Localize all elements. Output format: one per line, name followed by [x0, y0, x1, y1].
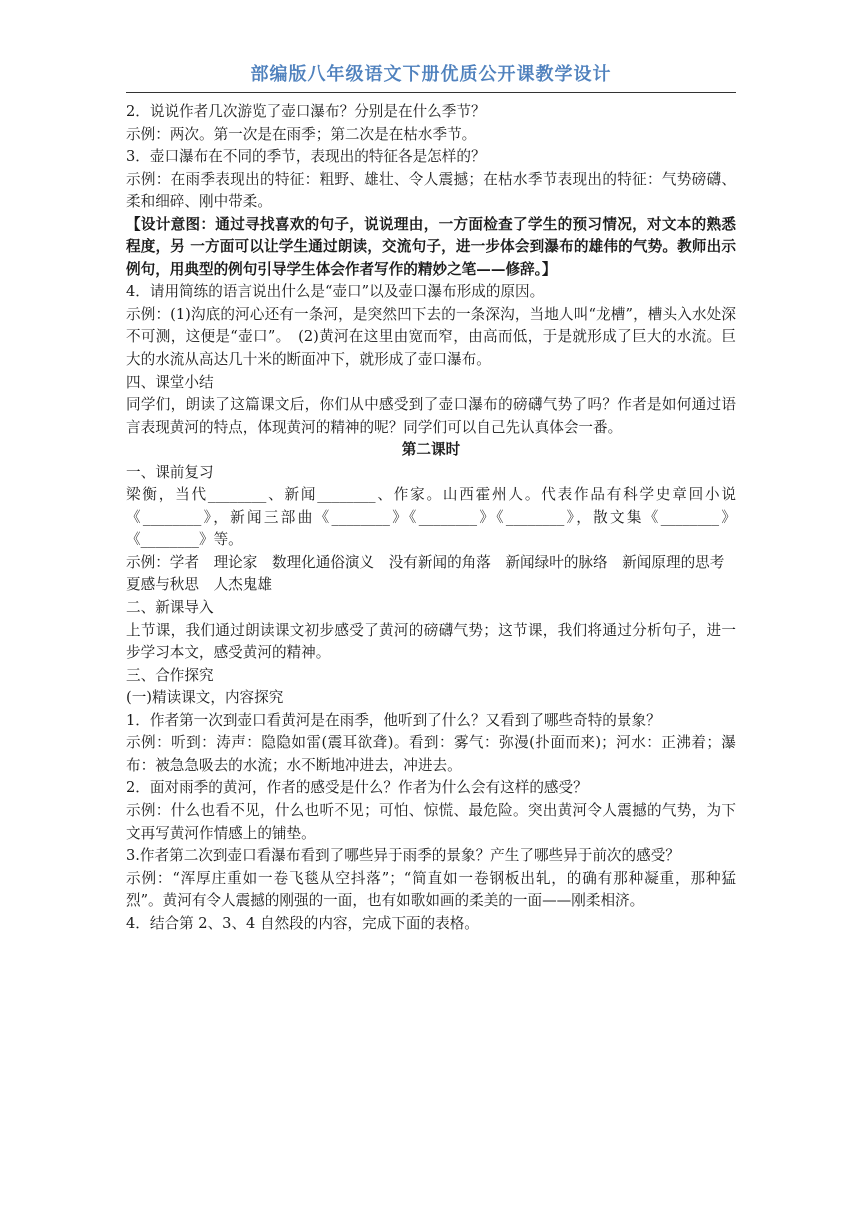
- review-answer: 示例：学者 理论家 数理化通俗演义 没有新闻的角落 新闻绿叶的脉络 新闻原理的思考: [126, 553, 725, 571]
- explore-answer-3: 示例：“浑厚庄重如一卷飞毯从空抖落”；“简直如一卷钢板出轧，的确有那种凝重，那种猛烈”。黄河有令人震撼的刚强的一面，也有如歌如画的柔美的一面——刚柔相济。: [126, 869, 736, 910]
- document-body: [126, 101, 736, 935]
- explore-subheading: (一)精读课文，内容探究: [126, 689, 284, 707]
- question-4: 4．请用简练的语言说出什么是“壶口”以及壶口瀑布形成的原因。: [126, 283, 545, 301]
- review-answer-continued: 夏感与秋思 人杰鬼雄: [126, 576, 272, 594]
- section-summary-heading: 四、课堂小结: [126, 373, 214, 391]
- explore-answer-2: 示例：什么也看不见，什么也听不见；可怕、惊慌、最危险。突出黄河令人震撼的气势，为下文再写黄河作情感上的铺垫。: [126, 801, 736, 842]
- explore-question-2: 2．面对雨季的黄河，作者的感受是什么？作者为什么会有这样的感受？: [126, 779, 588, 797]
- second-lesson-heading: 第二课时: [401, 441, 461, 459]
- question-2: 2．说说作者几次游览了壶口瀑布？分别是在什么季节？: [126, 103, 486, 120]
- answer-3: 示例：在雨季表现出的特征：粗野、雄壮、令人震撼；在枯水季节表现出的特征：气势磅礴、柔和细碎、刚中带柔。: [126, 170, 736, 211]
- question-3: 3．壶口瀑布在不同的季节，表现出的特征各是怎样的？: [126, 148, 486, 166]
- summary-paragraph: 同学们，朗读了这篇课文后，你们从中感受到了壶口瀑布的磅礴气势了吗？作者是如何通过语言表现黄河的特点，体现黄河的精神的呢？同学们可以自己先认真体会一番。: [126, 396, 736, 436]
- explore-question-3: 3.作者第二次到壶口看瀑布看到了哪些异于雨季的景象？产生了哪些异于前次的感受？: [126, 847, 680, 865]
- header-title: 部编版八年级语文下册优质公开课教学设计: [250, 64, 612, 85]
- explore-heading: 三、合作探究: [126, 666, 214, 684]
- review-fill-blank: 梁衡，当代________、新闻________、作家。山西霍州人。代表作品有科学史章回小说《________》，新闻三部曲《________》《________》《________》，散文集《________》《________》等。: [126, 486, 736, 549]
- explore-question-4: 4．结合第 2、3、4 自然段的内容，完成下面的表格。: [126, 914, 479, 932]
- answer-4: 示例：(1)沟底的河心还有一条河，是突然凹下去的一条深沟，当地人叫“龙槽”，槽头入水处深不可测，这便是“壶口”。 (2)黄河在这里由宽而窄，由高而低，于是就形成了巨大的水流。巨大的水流从高达几十米的断面冲下，就形成了壶口瀑布。: [126, 305, 736, 369]
- explore-question-1: 1．作者第一次到壶口看黄河是在雨季，他听到了什么？又看到了哪些奇特的景象？: [126, 711, 661, 729]
- explore-answer-1: 示例：听到：涛声：隐隐如雷(震耳欲聋)。看到：雾气：弥漫(扑面而来)；河水：正沸着；瀑布：被急急吸去的水流；水不断地冲进去，冲进去。: [126, 734, 736, 774]
- intro-paragraph: 上节课，我们通过朗读课文初步感受了黄河的磅礴气势；这节课，我们将通过分析句子，进一步学习本文，感受黄河的精神。: [126, 621, 736, 662]
- intro-heading: 二、新课导入: [126, 599, 214, 617]
- answer-2: 示例：两次。第一次是在雨季；第二次是在枯水季节。: [126, 125, 477, 143]
- review-heading: 一、课前复习: [126, 463, 214, 481]
- design-intent: 【设计意图：通过寻找喜欢的句子，说说理由，一方面检查了学生的预习情况，对文本的熟悉程度，另 一方面可以让学生通过朗读，交流句子，进一步体会到瀑布的雄伟的气势。教师出示例句，用典型的例句引导学生体会作者写作的精妙之笔——修辞。】: [126, 215, 736, 278]
- page-header: [126, 60, 736, 93]
